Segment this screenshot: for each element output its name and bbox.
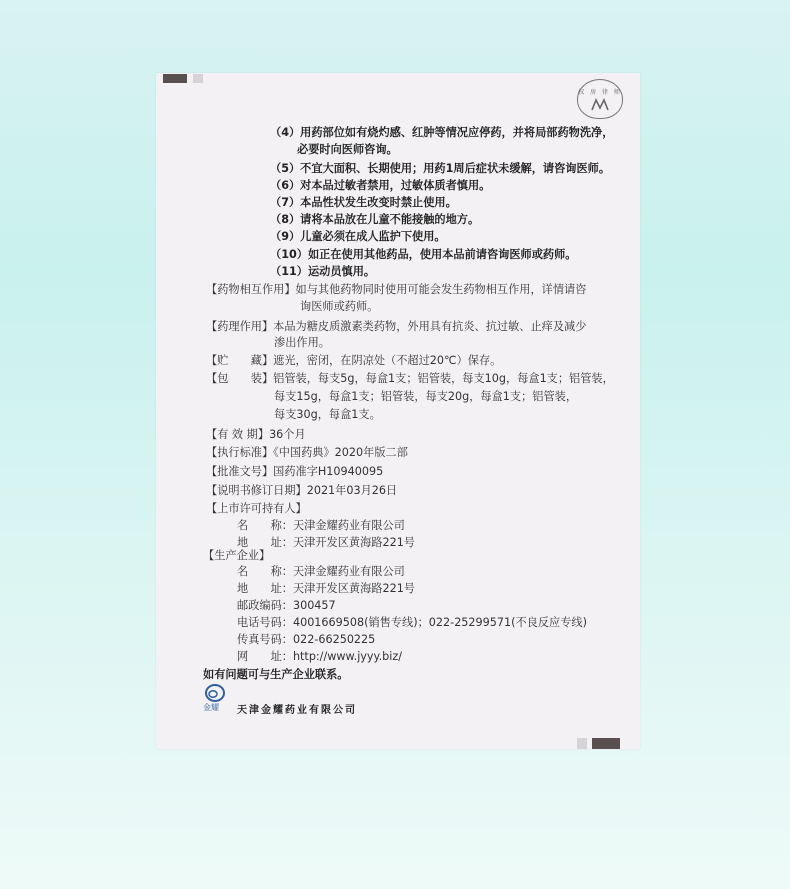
storage-section — [206, 354, 501, 368]
precaution-item: （8）请将本品放在儿童不能接触的地方。 — [270, 213, 480, 226]
inspection-seal — [577, 79, 623, 119]
approval-section — [206, 465, 383, 479]
precaution-item: （6）对本品过敏者禁用，过敏体质者慎用。 — [270, 179, 491, 192]
maker-name: 名 称：天津金耀药业有限公司 — [237, 565, 405, 578]
precaution-item: （4）用药部位如有烧灼感、红肿等情况应停药，并将局部药物洗净， — [270, 126, 614, 139]
section-text: 36个月 — [269, 428, 306, 441]
package-continued: 每支15g，每盒1支；铝管装，每支20g，每盒1支；铝管装， — [274, 390, 578, 403]
section-label: 【药理作用】 — [206, 320, 274, 333]
registration-mark-dark-bottom — [592, 738, 620, 749]
standard-section — [206, 446, 408, 460]
holder-address: 地 址：天津开发区黄海路221号 — [237, 536, 415, 549]
section-label: 【批准文号】 — [206, 465, 274, 478]
section-text: 本品为糖皮质激素类药物，外用具有抗炎、抗过敏、止痒及减少 — [273, 320, 587, 333]
registration-mark-dark — [163, 74, 187, 83]
interaction-continued: 询医师或药师。 — [300, 300, 379, 313]
interaction-section — [206, 283, 586, 297]
holder-label: 【上市许可持有人】 — [206, 502, 307, 515]
precaution-item: （9）儿童必须在成人监护下使用。 — [270, 230, 446, 243]
seal-emblem-icon — [590, 96, 610, 112]
precaution-item: 必要时向医师咨询。 — [297, 143, 398, 156]
postcode: 邮政编码：300457 — [237, 599, 336, 612]
pharmacology-continued: 渗出作用。 — [274, 336, 330, 349]
validity-section — [206, 428, 306, 442]
revision-section — [206, 484, 397, 498]
maker-address: 地 址：天津开发区黄海路221号 — [237, 582, 415, 595]
section-label: 【说明书修订日期】 — [206, 484, 307, 497]
precaution-item: （5）不宜大面积、长期使用；用药1周后症状未缓解，请咨询医师。 — [270, 162, 611, 175]
section-label: 【药物相互作用】 — [206, 283, 296, 296]
package-continued: 每支30g，每盒1支。 — [274, 408, 381, 421]
section-label: 【包 装】 — [206, 372, 274, 385]
section-text: 铝管装，每支5g，每盒1支；铝管装，每支10g，每盒1支；铝管装， — [273, 372, 614, 385]
precaution-item: （11）运动员慎用。 — [270, 265, 376, 278]
section-text: 国药准字H10940095 — [273, 465, 384, 478]
section-text: 2021年03月26日 — [306, 484, 398, 497]
precaution-item: （10）如正在使用其他药品，使用本品前请咨询医师或药师。 — [270, 248, 577, 261]
package-section — [206, 372, 614, 386]
fax: 传真号码：022-66250225 — [237, 633, 376, 646]
seal-text: 权 房 律 师 — [578, 89, 622, 96]
registration-mark-light-bottom — [577, 738, 587, 749]
phone: 电话号码：4001669508(销售专线)；022-25299571(不良反应专线) — [237, 616, 587, 629]
footer-company-name: 天津金耀药业有限公司 — [237, 705, 357, 716]
website: 网 址：http://www.jyyy.biz/ — [237, 650, 402, 663]
section-text: 如与其他药物同时使用可能会发生药物相互作用，详情请咨 — [295, 283, 587, 296]
contact-note: 如有问题可与生产企业联系。 — [203, 668, 349, 681]
precaution-item: （7）本品性状发生改变时禁止使用。 — [270, 196, 457, 209]
section-label: 【执行标准】 — [206, 446, 274, 459]
pharmacology-section — [206, 320, 586, 334]
section-label: 【贮 藏】 — [206, 354, 274, 367]
section-text: 《中国药典》2020年版二部 — [273, 446, 408, 459]
registration-mark-light — [193, 74, 203, 83]
company-logo-icon — [203, 682, 227, 704]
maker-label: 【生产企业】 — [203, 549, 271, 562]
section-label: 【有 效 期】 — [206, 428, 270, 441]
section-text: 遮光，密闭，在阴凉处（不超过20℃）保存。 — [273, 354, 502, 367]
logo-text: 金耀 — [203, 703, 219, 712]
holder-name: 名 称：天津金耀药业有限公司 — [237, 519, 405, 532]
